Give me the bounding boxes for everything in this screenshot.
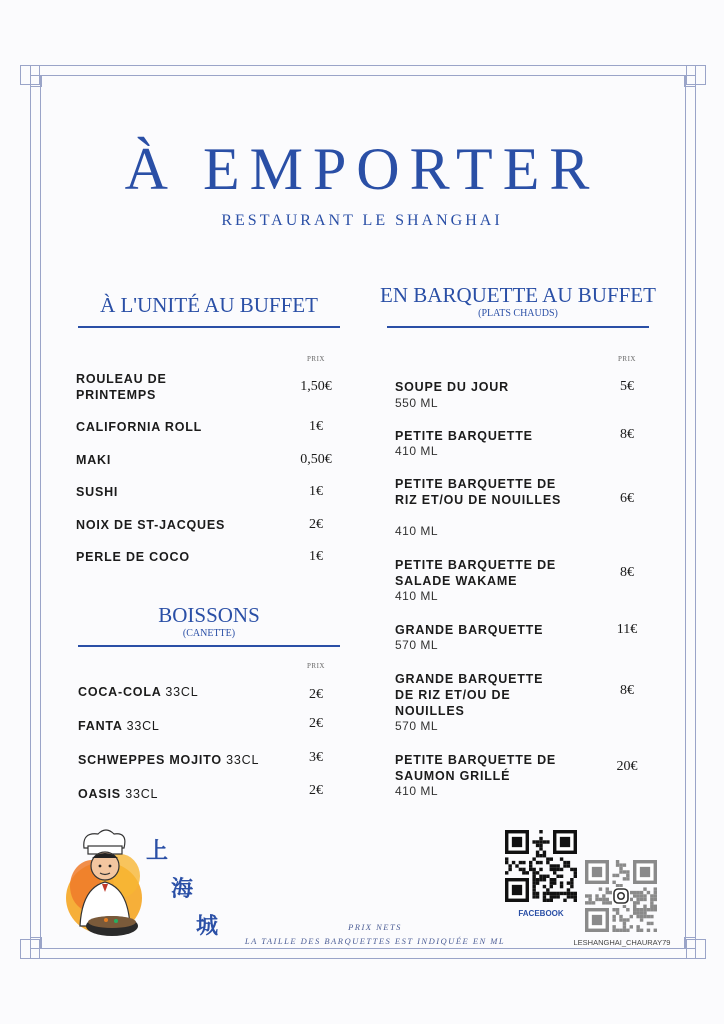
menu-item-price: 0,50€ (300, 452, 332, 467)
divider (78, 645, 340, 647)
instagram-handle: LESHANGHAI_CHAURAY79 (573, 938, 671, 947)
drink-volume: 33CL (226, 753, 260, 767)
facebook-label: FACEBOOK (518, 909, 564, 918)
page-title: À EMPORTER (124, 136, 600, 202)
drink-volume: 33CL (165, 685, 199, 699)
barquette-name: SOUPE DU JOUR (395, 380, 509, 394)
facebook-qr-code[interactable] (505, 830, 577, 902)
menu-item-name: PERLE DE COCO (76, 550, 190, 564)
menu-item-price: 2€ (309, 517, 323, 532)
menu-item-price: 1€ (309, 484, 323, 499)
drink-price: 2€ (309, 716, 323, 731)
frame-inner (40, 75, 686, 949)
drink-volume: 33CL (125, 787, 159, 801)
menu-item-name: MAKI (76, 453, 112, 467)
section-heading-barquette: EN BARQUETTE AU BUFFET (380, 283, 656, 307)
section-heading-drinks: BOISSONS (158, 603, 260, 627)
barquette-size: 570 ML (395, 719, 439, 733)
divider (78, 326, 340, 328)
barquette-size: 410 ML (395, 589, 439, 603)
barquette-size: 410 ML (395, 524, 439, 538)
corner-ornament (684, 937, 696, 949)
corner-ornament (30, 75, 42, 87)
restaurant-name: RESTAURANT LE SHANGHAI (221, 212, 503, 229)
barquette-price: 20€ (616, 759, 638, 774)
chinese-character: 海 (171, 877, 194, 902)
section-subheading-drinks: (CANETTE) (182, 628, 236, 639)
drink-name: OASIS (78, 787, 121, 801)
barquette-name: PETITE BARQUETTE (395, 429, 533, 443)
barquette-name: PETITE BARQUETTE DE SALADE WAKAME (395, 558, 557, 588)
drink-price: 2€ (309, 783, 323, 798)
prix-label: PRIX (307, 662, 325, 670)
menu-item-name: CALIFORNIA ROLL (76, 420, 203, 434)
prix-label: PRIX (618, 355, 636, 363)
drink-item (78, 684, 199, 700)
barquette-size: 410 ML (395, 444, 439, 458)
menu-item-price: 1€ (309, 419, 323, 434)
drink-name: COCA-COLA (78, 685, 162, 699)
barquette-name: GRANDE BARQUETTE DE RIZ ET/OU DE NOUILLES (395, 672, 544, 718)
barquette-price: 8€ (620, 683, 634, 698)
barquette-price: 11€ (616, 622, 638, 637)
barquette-name: PETITE BARQUETTE DE RIZ ET/OU DE NOUILLES (395, 477, 562, 507)
divider (387, 326, 649, 328)
instagram-qr-code[interactable] (585, 860, 657, 932)
barquette-price: 8€ (620, 427, 634, 442)
barquette-price: 8€ (620, 565, 634, 580)
chef-illustration (62, 826, 157, 946)
drink-item (78, 752, 259, 768)
drink-volume: 33CL (126, 719, 160, 733)
barquette-price: 6€ (620, 491, 634, 506)
drink-price: 2€ (309, 687, 323, 702)
drink-item (78, 718, 160, 734)
section-heading-unit: À L'UNITÉ AU BUFFET (100, 293, 318, 317)
barquette-size: 550 ML (395, 396, 439, 410)
barquette-name: GRANDE BARQUETTE (395, 623, 544, 637)
drink-name: FANTA (78, 719, 123, 733)
menu-item-price: 1,50€ (300, 379, 332, 394)
drink-item (78, 786, 158, 802)
footer-note-prix: PRIX NETS (348, 922, 402, 932)
corner-ornament (30, 937, 42, 949)
corner-ornament (684, 75, 696, 87)
prix-label: PRIX (307, 355, 325, 363)
menu-item-name: NOIX DE ST-JACQUES (76, 518, 226, 532)
chinese-character: 城 (196, 914, 219, 939)
chinese-character: 上 (146, 839, 169, 864)
menu-item-price: 1€ (309, 549, 323, 564)
menu-item-name: SUSHI (76, 485, 119, 499)
barquette-size: 570 ML (395, 638, 439, 652)
drink-price: 3€ (309, 750, 323, 765)
barquette-price: 5€ (620, 379, 634, 394)
barquette-name: PETITE BARQUETTE DE SAUMON GRILLÉ (395, 753, 557, 783)
barquette-size: 410 ML (395, 784, 439, 798)
drink-name: SCHWEPPES MOJITO (78, 753, 222, 767)
footer-note-size: LA TAILLE DES BARQUETTES EST INDIQUÉE EN ML (244, 936, 506, 946)
section-subheading-barquette: (PLATS CHAUDS) (478, 308, 558, 319)
menu-item-name: ROULEAU DE PRINTEMPS (76, 372, 167, 402)
